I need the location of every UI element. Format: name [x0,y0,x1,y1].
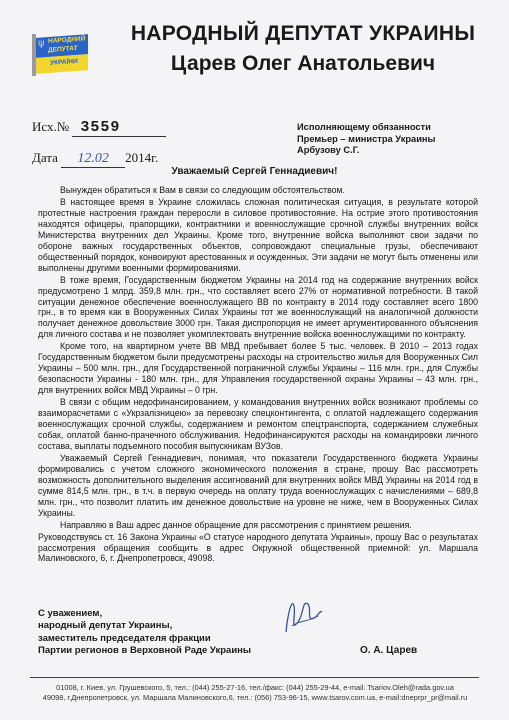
recipient-line1: Исполняющему обязанности [297,122,431,132]
letterhead-title: НАРОДНЫЙ ДЕПУТАТ УКРАИНЫ [130,22,476,45]
footer-divider [30,677,479,678]
outgoing-number-value: 3559 [72,119,166,137]
letterhead-name: Царев Олег Анатольевич [170,52,436,75]
body-paragraph: Кроме того, на квартирном учете ВВ МВД пребывает более 5 тыс. человек. В 2010 – 2013 годах Государственным бюджетом были предусмотрены расходы на строительство жилья для Вооруженных Сил Украины – 500 млн. грн., для Государственной пограничной службы Украины – 116 млн. грн., для Службы безопасности Украины - 180 млн. грн., для Управления государственной охраны Украины – 43 млн. грн., для внутренних войск МВД Украины – 0 грн. [38,341,478,396]
trident-icon: ψ [38,38,45,49]
footer-line2: 49098, г.Днепропетровск, ул. Маршала Малиновского,6, тел.: (056) 753-96-15, www.tsarov.com.ua, e-mail:dneprpr_pr@mail.ru [42,693,468,702]
body-paragraph: В тоже время, Государственным бюджетом Украины на 2014 год на содержание внутренних войск предусмотрено 1 млрд. 359,8 млн. грн., что составляет всего 27% от нормативной потребности. В такой ситуации денежное обеспечение военнослужащего ВВ по контракту в 2014 году составляет всего 1800 грн., в то время как в Вооруженных Силах Украины тот же военнослужащий на аналогичной должности получает денежное довольствие 3000 грн. Такая диспропорция не имеет аргументированного объяснения для личного состава и не позволяет укомплектовать внутренние войска военнослужащими по контракту. [38,274,478,340]
date-value: 12.02 [61,151,125,168]
body-paragraph: Направляю в Ваш адрес данное обращение для рассмотрения с принятием решения. [60,519,412,530]
emblem-text-line1: НАРОДНИЙ [48,35,86,45]
letter-body [38,185,478,565]
closing-block [38,608,298,657]
body-paragraph: Руководствуясь ст. 16 Закона Украины «О статусе народного депутата Украины», прошу Вас о результатах рассмотрения обращения сообщить в адрес Окружной общественной приемной: ул. Маршала Малиновского, 6, г. Днепропетровск, 49098. [38,531,478,564]
body-paragraph: В связи с общим недофинансированием, у командования внутренних войск возникают проблемы со взаиморасчетами с «Укрзалізницею» за перевозку спецконтингента, с оплатой надлежащего содержания военнослужащих срочной службы, содержанием и ремонтом спецтранспорта, содержанием служебных собак, оплатой банно-прачечного обслуживания. Недофинансируются расходы на командировки личного состава, выплаты подъемного пособия выпускникам ВУЗов. [38,397,478,451]
recipient-block [297,122,497,157]
date-label: Дата [32,150,58,165]
emblem-text-line3: УКРАЇНИ [50,57,78,67]
outgoing-number-row [32,119,166,137]
body-paragraph: Вынужден обратиться к Вам в связи со следующим обстоятельством. [60,185,345,195]
body-paragraph: В настоящее время в Украине сложилась сложная политическая ситуация, в результате которой протестные настроения граждан переросли в силовое противостояние. На острие этого противостояния находятся офицеры, прапорщики, контрактники и военнослужащие срочной службы внутренних войск Министерства внутренних дел Украины. Кроме того, внутренние войска выполняют свои задачи по обороне важных государственных объектов, сопровождают специальные грузы, обеспечивают общественный порядок, конвоируют арестованных и осужденных. Эти задачи не могут быть отменены или выполнены другими военными формированиями. [38,196,478,273]
recipient-line3: Арбузову С.Г. [297,145,360,155]
recipient-line2: Премьер – министра Украины [297,133,436,144]
closing-line4: Партии регионов в Верховной Раде Украины [38,644,252,656]
salutation: Уважаемый Сергей Геннадиевич! [171,166,338,177]
closing-line1: С уважением, [38,608,103,619]
footer-line1: 01008, г. Киев, ул. Грушевского, 5, тел.: (044) 255-27-16, тел./факс: (044) 255-29-44, e-mail: Tsariov.Oleh@rada.gov.ua [56,683,454,692]
outgoing-number-label: Исх.№ [32,119,70,134]
deputy-flag-emblem [32,34,90,76]
handwritten-signature [278,592,328,642]
footer-contacts [26,683,484,703]
flag-yellow-stripe [36,54,88,74]
emblem-text-line2: ДЕПУТАТ [48,44,78,54]
body-paragraph: Уважаемый Сергей Геннадиевич, понимая, что показатели Государственного бюджета Украины формировались с учетом сложного экономического положения в стране, прошу Вас рассмотреть возможность дополнительного выделения ассигнований для внутренних войск МВД Украины на 2014 год в сумме 814,5 млн. грн., в т.ч. в первую очередь на оплату труда военнослужащих с начислениями – 689,8 млн. грн., что позволит платить им денежное довольствие на уровне не ниже, чем в Вооруженных Силах Украины. [38,452,478,518]
date-year: 2014г. [125,150,159,165]
closing-line2: народный депутат Украины, [38,620,173,632]
signer-name: О. А. Царев [360,645,418,656]
closing-line3: заместитель председателя фракции [38,632,211,644]
